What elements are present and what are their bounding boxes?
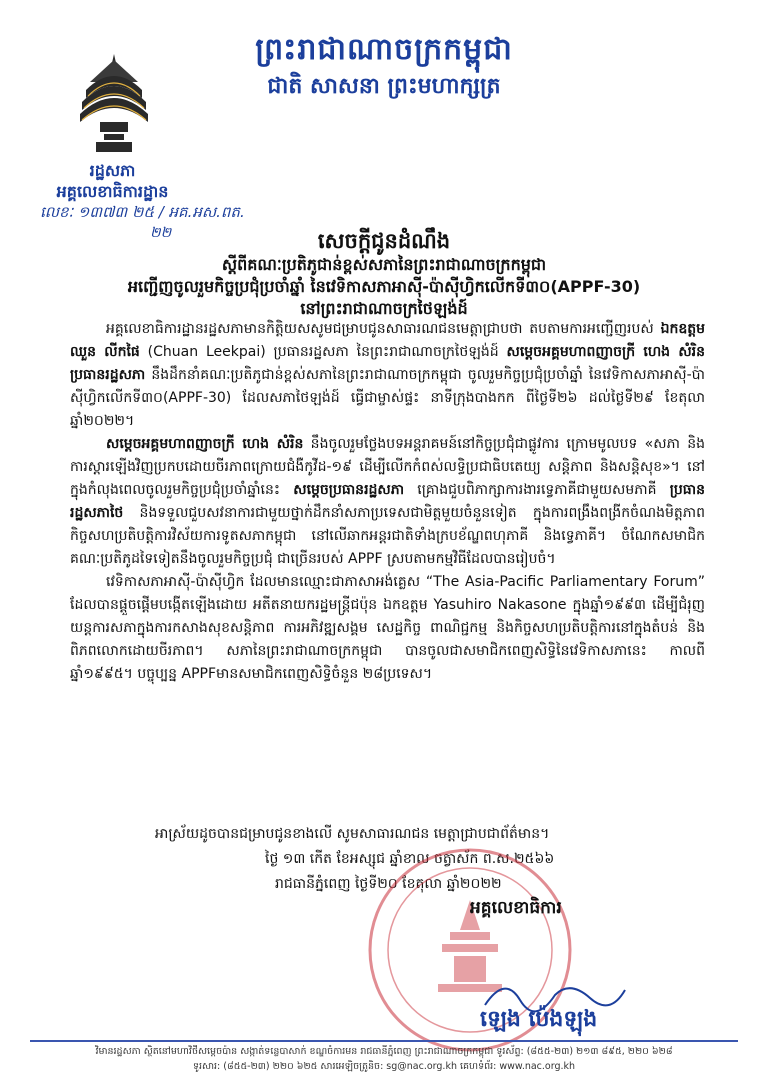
footer-address: វិមានរដ្ឋសភា ​ស្ថិតនៅមហាវិថីសម្តេចប៉ាន ​សង្កាត់ទន្លេបាសាក់ ខណ្ឌចំការមន រាជធានីភ្នំពេញ ព្រះរាជាណាចក្រកម្ពុជា ទូរស័ព្ទ: (៨៥៥-២៣) ២១៣ ៨៩៥, ២២០ ៦២៨ xyxy=(95,1046,673,1057)
paragraph-text: និងទទួលជួបសវនាការជាមួយថ្នាក់ដឹកនាំសភាប្រទេសជាមិត្តមួយចំនួនទៀត ក្នុងការពង្រឹងពង្រីកចំណងមិត្តភាព កិច្ចសហប្រតិបត្តិការវិស័យការទូតសភាកម្ពុជា នៅលើឆាកអន្តរជាតិទាំងក្របខ័ណ្ឌពហុភាគី និងទ្វេភាគី។ ចំណែកសមាជិកគណៈប្រតិភូដទៃទៀតនឹងចូលរួមកិច្ចប្រជុំ ជាច្រើនរបស់ APPF ស្របតាមកម្មវិធីដែលបានរៀបចំ។ xyxy=(70,505,705,567)
reference-extra: ២២ xyxy=(150,225,172,241)
paragraph-text: គ្រោងជួបពិភាក្សាការងារទ្វេភាគីជាមួយសមភាគី xyxy=(404,482,670,498)
subtitle-line-1: ស្តីពីគណៈប្រតិភូជាន់ខ្ពស់សភានៃព្រះរាជាណាចក្រកម្ពុជា xyxy=(221,255,547,274)
signatory-name: ឡេង ប៉េងឡុង xyxy=(480,1007,598,1032)
paragraph-text: នឹងដឹកនាំគណៈប្រតិភូជាន់ខ្ពស់សភានៃព្រះរាជាណាចក្រកម្ពុជា ចូលរួមកិច្ចប្រជុំប្រចាំឆ្នាំ នៃវេទិកាសភាអាស៊ី-ប៉ាស៊ីហ្វិកលើកទី៣០(APPF-30) ដែលសភាថៃឡង់ដ៍ ធ្វើជាម្ចាស់ផ្ទះ នាទីក្រុងបាងកក ពីថ្ងៃទី២៦ ដល់ថ្ងៃទី២៩ ខែតុលា ឆ្នាំ២០២២។ xyxy=(70,367,705,429)
closing-statement: អាស្រ័យដូចបានជម្រាបជូនខាងលើ សូមសាធារណជន មេត្តាជ្រាបជាព័ត៌មាន។ xyxy=(155,826,550,842)
subtitle-line-2: អញ្ជើញចូលរួមកិច្ចប្រជុំប្រចាំឆ្នាំ នៃវេទិកាសភាអាស៊ី-ប៉ាស៊ីហ្វិកលើកទី៣០(APPF-30) xyxy=(127,277,641,296)
paragraph-bold-text: ឯកឧត្តម ឈួន លីកផៃ xyxy=(70,321,705,360)
kingdom-header: ព្រះរាជាណាចក្រកម្ពុជា xyxy=(255,32,513,67)
paragraph-bold-text: សម្តេចអគ្គមហាពញាចក្រី ហេង សំរិន ប្រធានរដ្ឋសភា xyxy=(70,344,705,383)
paragraph xyxy=(70,433,705,571)
document-body xyxy=(70,318,705,686)
lunar-date: ថ្ងៃ ១៣ កើត ខែអស្សុជ ឆ្នាំខាល ចត្វាស័ក ព.ស.២៥៦៦ xyxy=(265,851,555,867)
paragraph-text: វេទិកាសភាអាស៊ី-ប៉ាស៊ីហ្វិក ដែលមានឈ្មោះជាភាសាអង់គ្លេស “The Asia-Pacific Parliamentary Forum” ដែលបានផ្តួចផ្តើមបង្កើតឡើងដោយ អតីតនាយករដ្ឋមន្ត្រីជប៉ុន ឯកឧត្តម Yasuhiro Nakasone ក្នុងឆ្នាំ១៩៩៣ ដើម្បីជំរុញយន្តការសភាក្នុងការកសាងសុខសន្តិភាព ការអភិវឌ្ឍសង្គម សេដ្ឋកិច្ច ពាណិជ្ជកម្ម និងកិច្ចសហប្រតិបត្តិការនៅក្នុងតំបន់ និងពិភពលោកដោយចីរភាព។ សភានៃព្រះរាជាណាចក្រកម្ពុជា បានចូលជាសមាជិកពេញសិទ្ធិនៃវេទិកាសភានេះ កាលពីឆ្នាំ១៩៩៥។ បច្ចុប្បន្ន APPFមានសមាជិកពេញសិទ្ធិចំនួន ២៨ប្រទេស។ xyxy=(70,574,705,682)
footer-divider xyxy=(30,1040,738,1042)
national-motto: ជាតិ សាសនា ព្រះមហាក្សត្រ xyxy=(267,74,501,99)
paragraph-bold-text: សម្តេចប្រធានរដ្ឋសភា xyxy=(293,482,405,498)
institution-name: រដ្ឋសភា xyxy=(89,161,136,180)
reference-number: លេខៈ ១៣៧៣ ២៥ / អគ.អស.ពត. xyxy=(40,203,245,221)
subtitle-line-3: នៅព្រះរាជាណាចក្រថៃឡង់ដ៍ xyxy=(300,299,468,318)
paragraph xyxy=(70,571,705,686)
paragraph-bold-text: សម្តេចអគ្គមហាពញាចក្រី ហេង សំរិន xyxy=(106,436,304,452)
paragraph-text: នឹងចូលរួមថ្លែងបទអន្តរាគមន៍នៅកិច្ចប្រជុំជាផ្លូវការ ក្រោមមូលបទ «សភា និងការស្តារឡើងវិញប្រកបដោយចីរភាពក្រោយជំងឺកូវីដ-១៩ ដើម្បីលើកកំពស់លទ្ធិប្រជាធិបតេយ្យ សន្តិភាព និងសន្តិសុខ»។ នៅក្នុងកំលុងពេលចូលរួមកិច្ចប្រជុំប្រចាំឆ្នាំនេះ xyxy=(70,436,705,498)
paragraph-text: (Chuan Leekpai) ប្រធានរដ្ឋសភា នៃព្រះរាជាណាចក្រថៃឡង់ដ៍ xyxy=(139,344,507,360)
department-name: អគ្គលេខាធិការដ្ឋាន xyxy=(56,182,169,201)
solar-date: រាជធានីភ្នំពេញ ថ្ងៃទី២០ ខែតុលា ឆ្នាំ២០២២ xyxy=(275,876,502,892)
parliament-emblem-icon xyxy=(78,52,150,162)
footer-contact: ទូរសារ: (៨៥៥-២៣) ២២០ ៦២៥ សារអេឡិចត្រូនិច: sg@nac.org.kh គេហទំព័រ: www.nac.org.kh xyxy=(192,1061,576,1072)
signatory-title: អគ្គលេខាធិការ xyxy=(470,898,562,918)
document-title: សេចក្តីជូនដំណឹង xyxy=(317,229,451,253)
paragraph xyxy=(70,318,705,433)
paragraph-text: អគ្គលេខាធិការដ្ឋានរដ្ឋសភាមានកិត្តិយសសូមជម្រាបជូនសាធារណជនមេត្តាជ្រាបថា តបតាមការអញ្ជើញរបស់ xyxy=(106,321,661,337)
paragraph-bold-text: ប្រធានរដ្ឋសភាថៃ xyxy=(70,482,706,521)
